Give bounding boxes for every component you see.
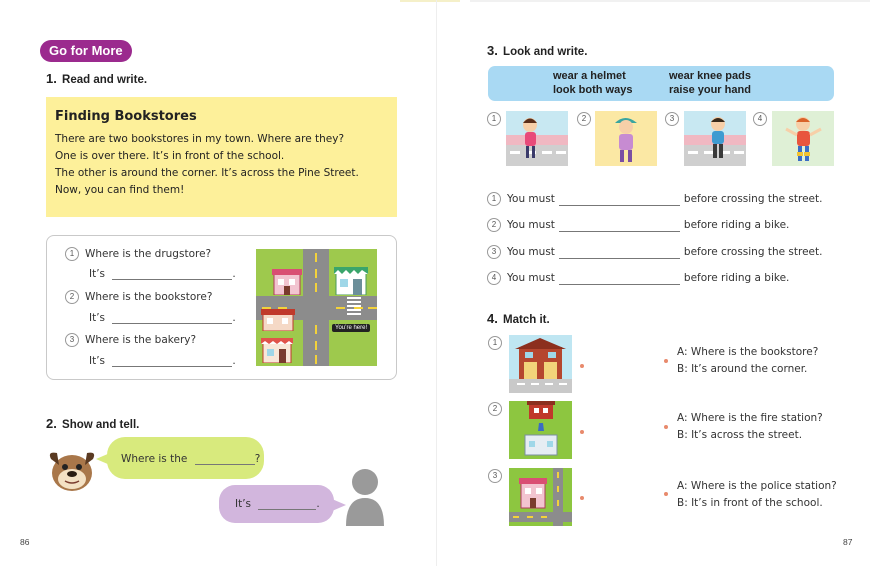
question-3: 3 Where is the bakery? bbox=[65, 333, 196, 347]
match-number: 3 bbox=[488, 469, 502, 483]
dog-character-icon bbox=[45, 445, 97, 493]
person-silhouette-icon bbox=[344, 466, 386, 526]
go-for-more-badge: Go for More bbox=[40, 40, 132, 62]
bookstore-corner-picture bbox=[509, 468, 572, 526]
building-icon bbox=[261, 307, 295, 331]
match-dot-left[interactable] bbox=[580, 364, 584, 368]
passage-title: Finding Bookstores bbox=[55, 109, 197, 124]
sentence-2[interactable]: 2 You must before riding a bike. bbox=[487, 218, 789, 232]
match-dot-right[interactable] bbox=[664, 492, 668, 496]
answer-blank[interactable] bbox=[559, 249, 680, 259]
word-bank bbox=[488, 66, 834, 101]
match-dot-left[interactable] bbox=[580, 496, 584, 500]
passage-line: Now, you can find them! bbox=[55, 184, 185, 196]
fire-station-picture bbox=[509, 335, 572, 393]
police-station-picture bbox=[509, 401, 572, 459]
section4-heading: 4. Match it. bbox=[487, 311, 550, 326]
building-icon bbox=[334, 265, 368, 295]
answer-blank[interactable] bbox=[559, 275, 680, 285]
answer-3[interactable]: It’s . bbox=[89, 355, 236, 367]
answer-blank[interactable] bbox=[112, 357, 232, 367]
answer-blank[interactable] bbox=[258, 500, 316, 510]
reading-passage bbox=[46, 97, 397, 217]
girl-with-helmet-picture bbox=[595, 111, 657, 166]
answer-1[interactable]: It’s . bbox=[89, 268, 236, 280]
word-bank-item: wear a helmet bbox=[553, 70, 626, 82]
word-bank-item: raise your hand bbox=[669, 84, 751, 96]
town-map bbox=[256, 249, 377, 366]
boy-looking-both-ways-picture bbox=[684, 111, 746, 166]
question-2: 2 Where is the bookstore? bbox=[65, 290, 212, 304]
page-number-right: 87 bbox=[843, 537, 853, 547]
page-number-left: 86 bbox=[20, 537, 30, 547]
match-number: 1 bbox=[488, 336, 502, 350]
passage-line: The other is around the corner. It’s across the Pine Street. bbox=[55, 167, 359, 179]
answer-blank[interactable] bbox=[112, 270, 232, 280]
word-bank-item: look both ways bbox=[553, 84, 633, 96]
passage-line: There are two bookstores in my town. Where are they? bbox=[55, 133, 345, 145]
answer-blank[interactable] bbox=[195, 455, 255, 465]
match-dot-right[interactable] bbox=[664, 425, 668, 429]
picture-number: 2 bbox=[577, 112, 591, 126]
answer-blank[interactable] bbox=[559, 222, 680, 232]
bubble1-text[interactable]: Where is the ? bbox=[121, 453, 261, 465]
word-bank-item: wear knee pads bbox=[669, 70, 751, 82]
answer-blank[interactable] bbox=[112, 314, 232, 324]
bubble2-text[interactable]: It’s . bbox=[235, 498, 320, 510]
picture-number: 1 bbox=[487, 112, 501, 126]
question-1: 1 Where is the drugstore? bbox=[65, 247, 211, 261]
answer-2[interactable]: It’s . bbox=[89, 312, 236, 324]
passage-line: One is over there. It’s in front of the school. bbox=[55, 150, 285, 162]
match-dot-left[interactable] bbox=[580, 430, 584, 434]
picture-number: 4 bbox=[753, 112, 767, 126]
boy-with-knee-pads-picture bbox=[772, 111, 834, 166]
match-dialogue-3: A: Where is the police station? B: It’s in front of the school. bbox=[677, 480, 837, 509]
building-icon bbox=[272, 267, 302, 295]
sentence-4[interactable]: 4 You must before riding a bike. bbox=[487, 271, 789, 285]
you-are-here-label: You’re here! bbox=[332, 324, 370, 332]
page-gutter bbox=[436, 0, 437, 566]
section1-heading: 1. Read and write. bbox=[46, 71, 148, 86]
section3-heading: 3. Look and write. bbox=[487, 43, 588, 58]
section2-heading: 2. Show and tell. bbox=[46, 416, 140, 431]
sentence-1[interactable]: 1 You must before crossing the street. bbox=[487, 192, 822, 206]
answer-blank[interactable] bbox=[559, 196, 680, 206]
match-number: 2 bbox=[488, 402, 502, 416]
match-dot-right[interactable] bbox=[664, 359, 668, 363]
girl-looking-both-ways-picture bbox=[506, 111, 568, 166]
picture-number: 3 bbox=[665, 112, 679, 126]
sentence-3[interactable]: 3 You must before crossing the street. bbox=[487, 245, 822, 259]
match-dialogue-1: A: Where is the bookstore? B: It’s around the corner. bbox=[677, 346, 819, 375]
building-icon bbox=[261, 335, 293, 363]
match-dialogue-2: A: Where is the fire station? B: It’s across the street. bbox=[677, 412, 823, 441]
